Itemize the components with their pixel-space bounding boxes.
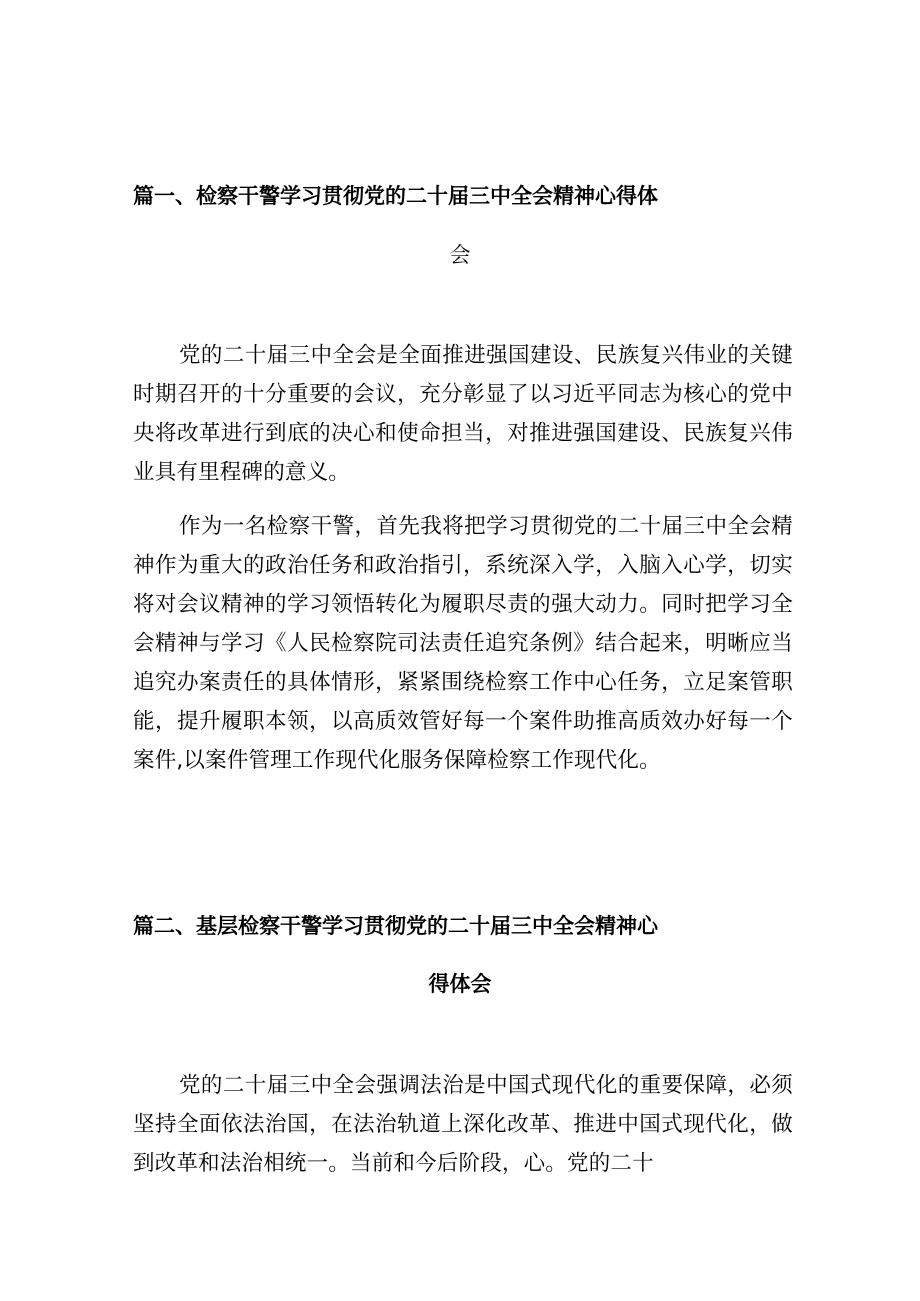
section-2-heading: 篇二、基层检察干警学习贯彻党的二十届三中全会精神心 <box>133 914 658 938</box>
section-1-paragraph-1: 党的二十届三中全会是全面推进强国建设、民族复兴伟业的关键时期召开的十分重要的会议，充分彰显了以习近平同志为核心的党中央将改革进行到底的决心和使命担当，对推进强国建设、民族复兴伟业具有里程碑的意义。 <box>133 343 793 485</box>
section-2-heading-continuation: 得体会 <box>428 972 492 996</box>
section-1-heading-continuation: 会 <box>449 243 471 267</box>
section-2-paragraph-1: 党的二十届三中全会强调法治是中国式现代化的重要保障，必须坚持全面依法治国，在法治轨道上深化改革、推进中国式现代化，做到改革和法治相统一。当前和今后阶段，心。党的二十 <box>133 1073 793 1176</box>
section-1-paragraph-2: 作为一名检察干警，首先我将把学习贯彻党的二十届三中全会精神作为重大的政治任务和政治指引，系统深入学，入脑入心学，切实将对会议精神的学习领悟转化为履职尽责的强大动力。同时把学习全会精神与学习《人民检察院司法责任追究条例》结合起来，明晰应当追究办案责任的具体情形，紧紧围绕检察工作中心任务，立足案管职能，提升履职本领，以高质效管好每一个案件助推高质效办好每一个案件,以案件管理工作现代化服务保障检察工作现代化。 <box>133 514 793 773</box>
section-1-heading: 篇一、检察干警学习贯彻党的二十届三中全会精神心得体 <box>133 184 658 208</box>
